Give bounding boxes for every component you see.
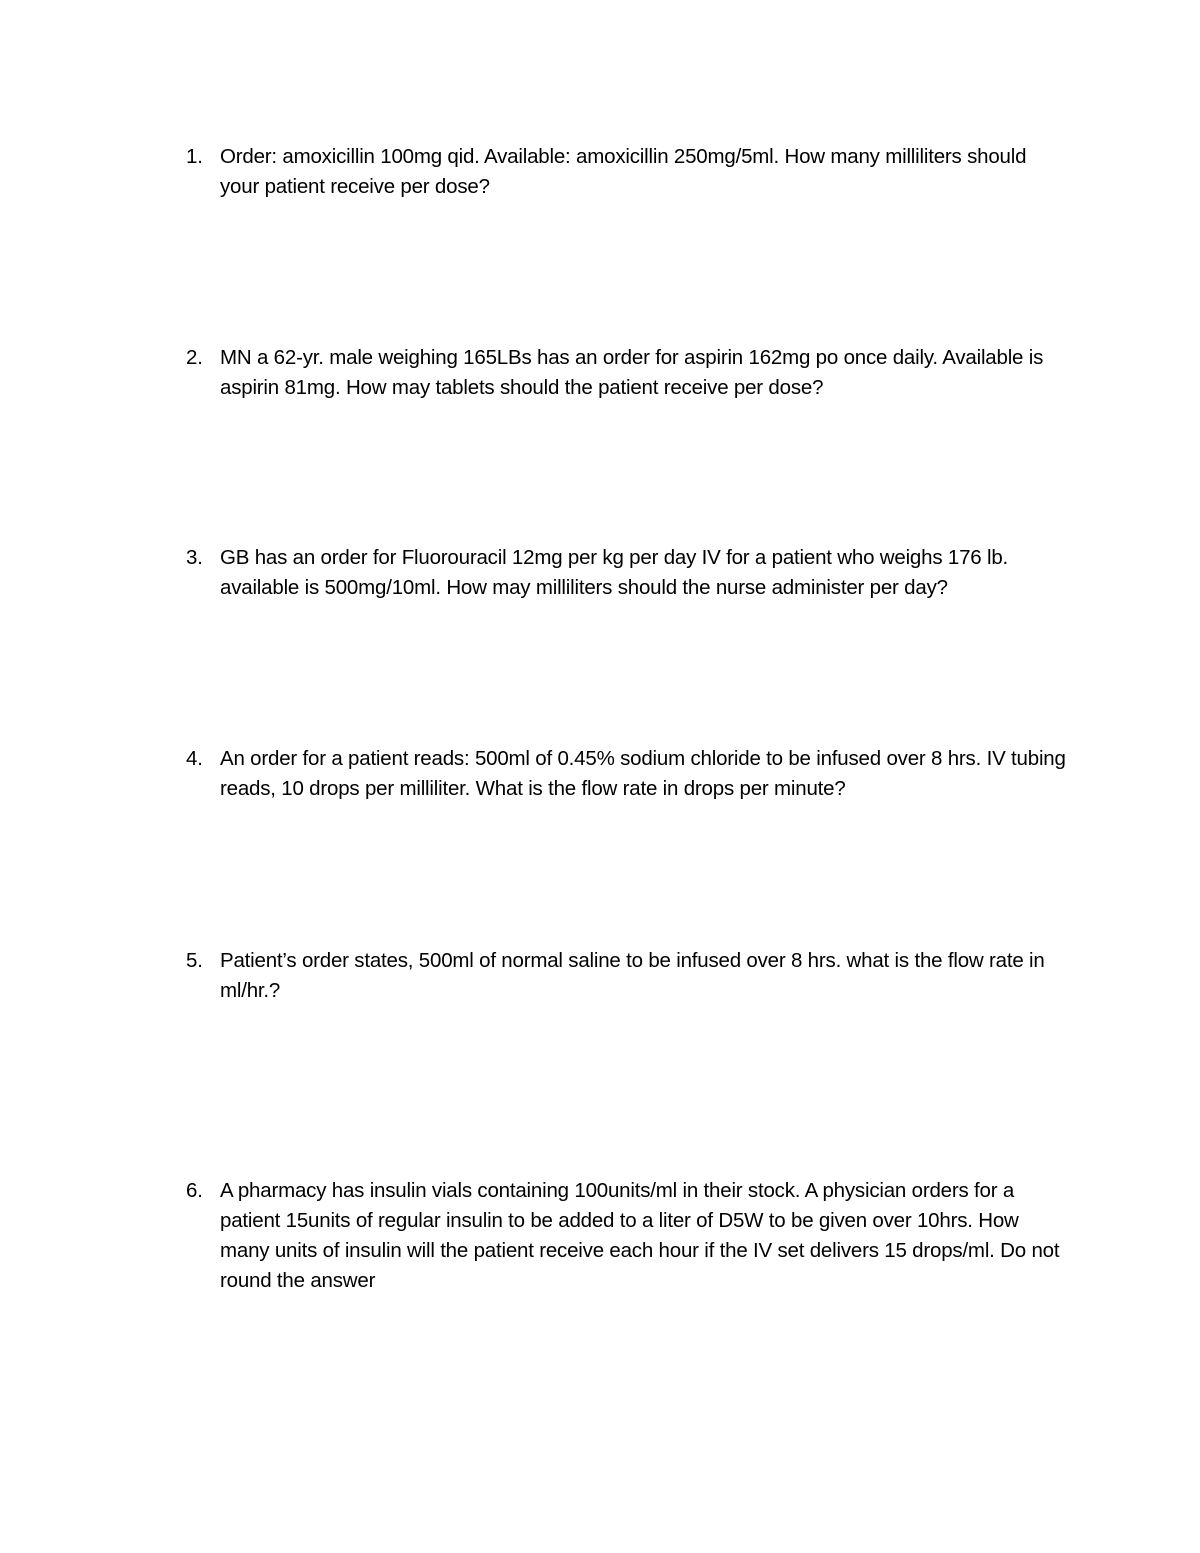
question-number: 4.	[186, 747, 203, 770]
question-number: 1.	[186, 145, 203, 168]
question-number: 3.	[186, 546, 203, 569]
question-number: 6.	[186, 1179, 203, 1202]
question-4	[186, 744, 1066, 804]
question-text: GB has an order for Fluorouracil 12mg per kg per day IV for a patient who weighs 176 lb. available is 500mg/10ml. How may milliliters should the nurse administer per day?	[220, 546, 1009, 599]
question-text: MN a 62-yr. male weighing 165LBs has an order for aspirin 162mg po once daily. Available is aspirin 81mg. How may tablets should the patient receive per dose?	[220, 346, 1044, 399]
question-3	[186, 543, 1066, 603]
question-number: 5.	[186, 949, 203, 972]
question-5	[186, 946, 1066, 1006]
question-text: A pharmacy has insulin vials containing 100units/ml in their stock. A physician orders for a patient 15units of regular insulin to be added to a liter of D5W to be given over 10hrs. How many units of insulin will the patient receive each hour if the IV set delivers 15 drops/ml. Do not round the answer	[220, 1179, 1060, 1292]
question-6	[186, 1176, 1066, 1296]
question-text: Patient’s order states, 500ml of normal saline to be infused over 8 hrs. what is the flow rate in ml/hr.?	[220, 949, 1045, 1002]
question-2	[186, 343, 1066, 403]
question-text: Order: amoxicillin 100mg qid. Available: amoxicillin 250mg/5ml. How many milliliters should your patient receive per dose?	[220, 145, 1027, 198]
question-1	[186, 142, 1066, 202]
question-number: 2.	[186, 346, 203, 369]
question-text: An order for a patient reads: 500ml of 0.45% sodium chloride to be infused over 8 hrs. IV tubing reads, 10 drops per milliliter. What is the flow rate in drops per minute?	[220, 747, 1066, 800]
